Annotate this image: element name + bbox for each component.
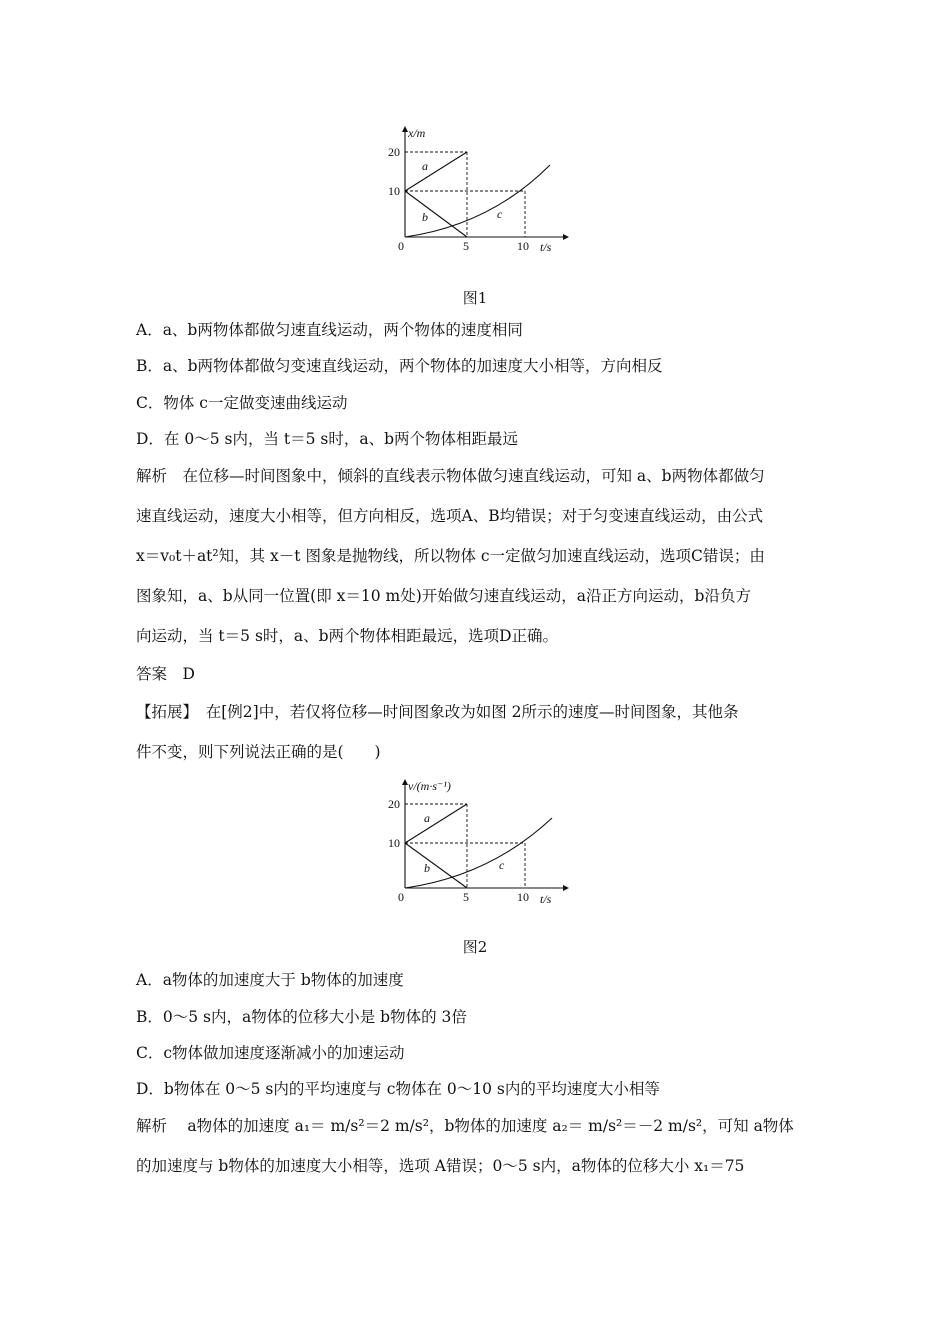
q2-analysis-line-2: 的加速度与 b物体的加速度大小相等，选项 A错误；0～5 s内，a物体的位移大小 x₁＝75 — [136, 1157, 745, 1175]
curve-c — [405, 165, 550, 237]
label-c: c — [497, 207, 503, 221]
line-b — [405, 843, 467, 888]
extension-line-1: 【拓展】 在[例2]中，若仅将位移—时间图象改为如图 2所示的速度—时间图象，其他条 — [136, 703, 739, 721]
y-tick-10: 10 — [388, 836, 400, 850]
figure-2-caption: 图2 — [462, 938, 488, 956]
figure-2-graph — [380, 778, 570, 910]
figure-2 — [380, 778, 570, 910]
x-tick-10: 10 — [517, 239, 529, 253]
y-axis-label: v/(m·s⁻¹) — [408, 779, 451, 793]
label-b: b — [422, 210, 428, 224]
extension-line-2: 件不变，则下列说法正确的是( ) — [136, 743, 381, 761]
q1-option-b: B．a、b两物体都做匀变速直线运动，两个物体的加速度大小相等，方向相反 — [136, 357, 663, 375]
x-tick-0: 0 — [398, 239, 404, 253]
q1-analysis-line-5: 向运动，当 t＝5 s时，a、b两个物体相距最远，选项D正确。 — [136, 627, 558, 645]
q2-option-a: A．a物体的加速度大于 b物体的加速度 — [136, 971, 404, 989]
q2-option-b: B．0～5 s内，a物体的位移大小是 b物体的 3倍 — [136, 1008, 467, 1026]
line-a — [405, 804, 467, 843]
x-axis-label: t/s — [540, 892, 552, 906]
q1-analysis-line-4: 图象知，a、b从同一位置(即 x＝10 m处)开始做匀速直线运动，a沿正方向运动，b沿负方 — [136, 587, 751, 605]
x-axis-arrow — [563, 234, 569, 240]
q1-analysis-line-1: 解析 在位移—时间图象中，倾斜的直线表示物体做匀速直线运动，可知 a、b两物体都做匀 — [136, 467, 765, 485]
q2-option-d: D．b物体在 0～5 s内的平均速度与 c物体在 0～10 s内的平均速度大小相等 — [136, 1080, 660, 1098]
x-tick-5: 5 — [463, 890, 469, 904]
figure-1-caption: 图1 — [462, 289, 488, 307]
q2-option-c: C．c物体做加速度逐渐减小的加速运动 — [136, 1044, 405, 1062]
q1-option-a: A．a、b两物体都做匀速直线运动，两个物体的速度相同 — [136, 321, 523, 339]
label-a: a — [422, 159, 428, 173]
y-axis-label: x/m — [408, 126, 426, 140]
q1-answer: 答案 D — [136, 665, 195, 683]
q1-analysis-line-2: 速直线运动，速度大小相等，但方向相反，选项A、B均错误；对于匀变速直线运动，由公式 — [136, 507, 764, 525]
figure-1-graph — [380, 125, 570, 260]
label-c: c — [499, 858, 505, 872]
label-a: a — [424, 811, 430, 825]
label-b: b — [424, 861, 430, 875]
q1-analysis-line-3: x＝v₀t＋at²知，其 x－t 图象是抛物线，所以物体 c一定做匀加速直线运动，选项C错误；由 — [136, 547, 765, 565]
q1-option-d: D．在 0～5 s内，当 t＝5 s时，a、b两个物体相距最远 — [136, 430, 519, 448]
x-axis-arrow — [563, 885, 569, 891]
x-tick-5: 5 — [463, 239, 469, 253]
y-tick-10: 10 — [388, 184, 400, 198]
x-tick-0: 0 — [398, 890, 404, 904]
figure-1 — [380, 125, 570, 260]
line-a — [405, 152, 467, 191]
x-tick-10: 10 — [517, 890, 529, 904]
line-b — [405, 191, 467, 237]
q1-option-c: C．物体 c一定做变速曲线运动 — [136, 394, 348, 412]
y-tick-20: 20 — [388, 145, 400, 159]
x-axis-label: t/s — [540, 240, 552, 254]
q2-analysis-line-1: 解析 a物体的加速度 a₁＝ m/s²＝2 m/s²，b物体的加速度 a₂＝ m/s²＝－2 m/s²，可知 a物体 — [136, 1117, 794, 1135]
y-tick-20: 20 — [388, 797, 400, 811]
